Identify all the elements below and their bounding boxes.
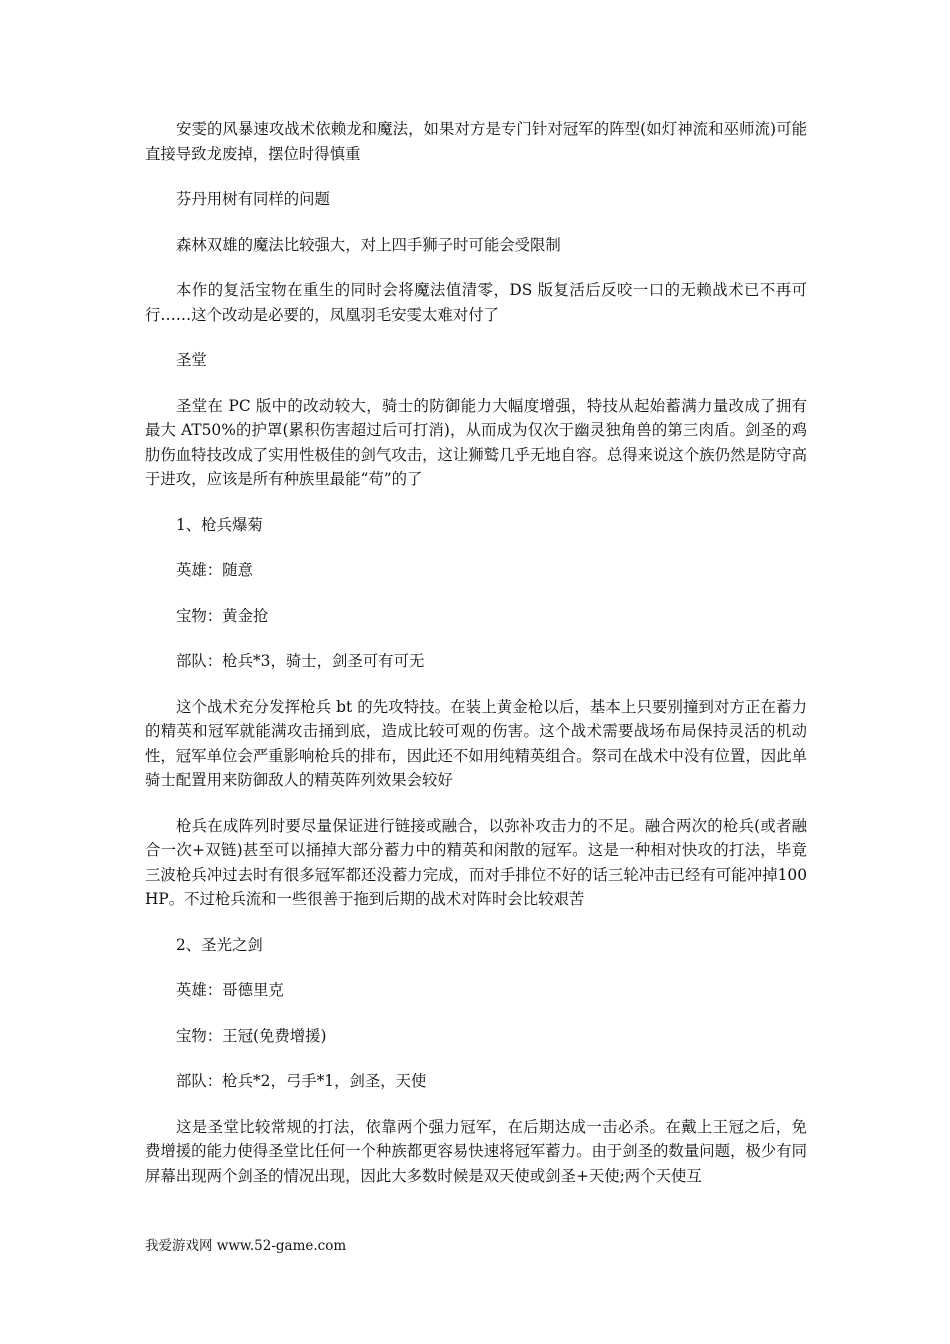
document-body	[145, 117, 807, 1209]
tactic-1-hero: 英雄：随意	[176, 561, 253, 579]
paragraph-tactic-1-description: 这个战术充分发挥枪兵 bt 的先攻特技。在装上黄金枪以后，基本上只要别撞到对方正在蓄力的精英和冠军就能满攻击捅到底，造成比较可观的伤害。这个战术需要战场布局保持灵活的机动性，冠军单位会严重影响枪兵的排布，因此还不如用纯精英组合。祭司在战术中没有位置，因此单骑士配置用来防御敌人的精英阵列效果会较好	[145, 697, 807, 789]
paragraph-findan-trees: 芬丹用树有同样的问题	[176, 190, 330, 208]
paragraph-tactic-2-description: 这是圣堂比较常规的打法，依靠两个强力冠军，在后期达成一击必杀。在戴上王冠之后，免费增援的能力使得圣堂比任何一个种族都更容易快速将冠军蓄力。由于剑圣的数量问题，极少有同屏幕出现两个剑圣的情况出现，因此大多数时候是双天使或剑圣+天使;两个天使互	[145, 1117, 807, 1185]
tactic-1-troops: 部队：枪兵*3，骑士，剑圣可有可无	[176, 652, 425, 670]
paragraph-storm-tactic: 安雯的风暴速攻战术依赖龙和魔法，如果对方是专门针对冠军的阵型(如灯神流和巫师流)可能直接导致龙废掉，摆位时得慎重	[145, 120, 807, 163]
tactic-heading-1: 1、枪兵爆菊	[176, 515, 263, 534]
section-heading-haven: 圣堂	[176, 351, 207, 369]
paragraph-forest-heroes: 森林双雄的魔法比较强大，对上四手狮子时可能会受限制	[176, 235, 561, 254]
tactic-1-artifact: 宝物：黄金抢	[176, 606, 269, 625]
page-footer: 我爱游戏网 www.52-game.com	[145, 1238, 347, 1254]
tactic-2-artifact: 宝物：王冠(免费增援)	[176, 1026, 327, 1045]
paragraph-revive-artifact: 本作的复活宝物在重生的同时会将魔法值清零，DS 版复活后反咬一口的无赖战术已不再可行……这个改动是必要的，凤凰羽毛安雯太难对付了	[145, 281, 807, 324]
tactic-heading-2: 2、圣光之剑	[176, 935, 263, 954]
paragraph-tactic-1-details: 枪兵在成阵列时要尽量保证进行链接或融合，以弥补攻击力的不足。融合两次的枪兵(或者融合一次+双链)甚至可以捅掉大部分蓄力中的精英和闲散的冠军。这是一种相对快攻的打法，毕竟三波枪兵冲过去时有很多冠军都还没蓄力完成，而对手排位不好的话三轮冲击已经有可能冲掉100HP。不过枪兵流和一些很善于拖到后期的战术对阵时会比较艰苦	[145, 816, 807, 908]
tactic-2-hero: 英雄：哥德里克	[176, 981, 284, 999]
tactic-2-troops: 部队：枪兵*2，弓手*1，剑圣，天使	[176, 1072, 427, 1090]
paragraph-haven-overview: 圣堂在 PC 版中的改动较大，骑士的防御能力大幅度增强，特技从起始蓄满力量改成了拥有最大 AT50%的护罩(累积伤害超过后可打消)，从而成为仅次于幽灵独角兽的第三肉盾。剑圣的鸡肋伤血特技改成了实用性极佳的剑气攻击，这让狮鹫几乎无地自容。总得来说这个族仍然是防守高于进攻，应该是所有种族里最能“苟”的了	[145, 396, 807, 488]
